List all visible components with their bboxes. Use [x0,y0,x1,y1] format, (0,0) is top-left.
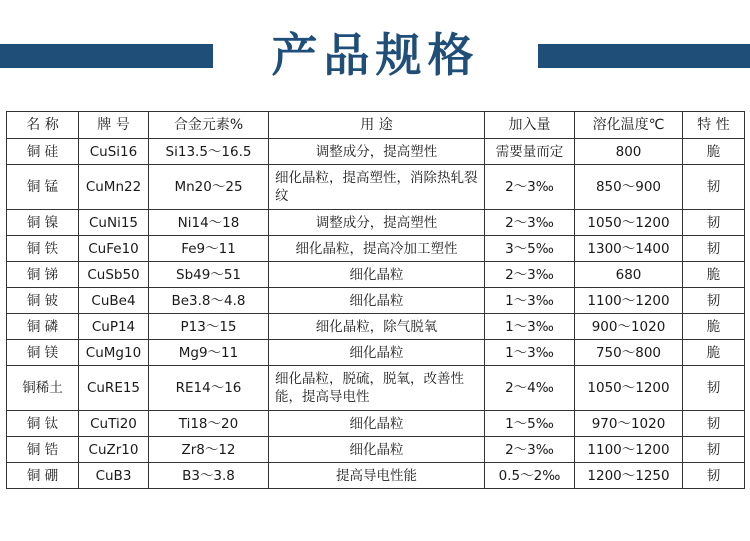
header-bar-left [0,44,213,68]
table-row [7,139,745,165]
cell-elements: Si13.5～16.5 [149,139,269,165]
cell-name: 铜 镍 [7,210,79,236]
cell-property: 脆 [683,314,745,340]
cell-name: 铜 钛 [7,411,79,437]
cell-name: 铜 锰 [7,165,79,210]
cell-name: 铜 硅 [7,139,79,165]
cell-melting-temp: 850～900 [575,165,683,210]
cell-property: 脆 [683,340,745,366]
cell-elements: B3～3.8 [149,463,269,489]
cell-amount: 2～3‰ [485,262,575,288]
cell-amount: 2～4‰ [485,366,575,411]
cell-melting-temp: 1050～1200 [575,366,683,411]
page-title: 产品规格 [271,28,480,82]
cell-amount: 1～3‰ [485,340,575,366]
table-row [7,340,745,366]
cell-melting-temp: 900～1020 [575,314,683,340]
cell-melting-temp: 750～800 [575,340,683,366]
cell-property: 韧 [683,437,745,463]
cell-grade: CuB3 [79,463,149,489]
cell-amount: 1～3‰ [485,288,575,314]
cell-elements: Fe9～11 [149,236,269,262]
column-header: 用 途 [269,112,485,139]
cell-grade: CuSi16 [79,139,149,165]
column-header: 合金元素% [149,112,269,139]
cell-property: 韧 [683,366,745,411]
cell-name: 铜 锆 [7,437,79,463]
table-row [7,314,745,340]
cell-amount: 3～5‰ [485,236,575,262]
cell-grade: CuNi15 [79,210,149,236]
column-header: 牌 号 [79,112,149,139]
cell-name: 铜 磷 [7,314,79,340]
cell-use: 细化晶粒 [269,288,485,314]
cell-melting-temp: 1050～1200 [575,210,683,236]
cell-name: 铜 镁 [7,340,79,366]
cell-melting-temp: 1100～1200 [575,288,683,314]
cell-elements: Be3.8～4.8 [149,288,269,314]
cell-use: 细化晶粒，提高冷加工塑性 [269,236,485,262]
cell-elements: RE14～16 [149,366,269,411]
header-bar-right [538,44,750,68]
table-row [7,236,745,262]
cell-elements: P13～15 [149,314,269,340]
table-row [7,437,745,463]
table-row [7,366,745,411]
cell-elements: Mg9～11 [149,340,269,366]
cell-melting-temp: 680 [575,262,683,288]
cell-grade: CuFe10 [79,236,149,262]
cell-property: 韧 [683,288,745,314]
cell-grade: CuZr10 [79,437,149,463]
cell-property: 韧 [683,165,745,210]
cell-use: 提高导电性能 [269,463,485,489]
cell-grade: CuMg10 [79,340,149,366]
cell-grade: CuBe4 [79,288,149,314]
cell-elements: Ni14～18 [149,210,269,236]
column-header: 溶化温度℃ [575,112,683,139]
cell-amount: 2～3‰ [485,210,575,236]
column-header: 特 性 [683,112,745,139]
page-header [0,0,750,105]
cell-melting-temp: 1100～1200 [575,437,683,463]
cell-use: 细化晶粒 [269,262,485,288]
cell-melting-temp: 1300～1400 [575,236,683,262]
table-row [7,463,745,489]
cell-amount: 0.5～2‰ [485,463,575,489]
cell-name: 铜稀土 [7,366,79,411]
cell-use: 细化晶粒 [269,437,485,463]
cell-elements: Mn20～25 [149,165,269,210]
cell-elements: Ti18～20 [149,411,269,437]
cell-amount: 1～5‰ [485,411,575,437]
cell-grade: CuRE15 [79,366,149,411]
table-row [7,262,745,288]
table-header-row [7,112,745,139]
column-header: 名 称 [7,112,79,139]
cell-property: 韧 [683,236,745,262]
cell-elements: Sb49～51 [149,262,269,288]
cell-property: 韧 [683,411,745,437]
cell-grade: CuTi20 [79,411,149,437]
cell-grade: CuMn22 [79,165,149,210]
cell-name: 铜 铁 [7,236,79,262]
cell-use: 细化晶粒，提高塑性，消除热轧裂纹 [269,165,485,210]
cell-amount: 需要量而定 [485,139,575,165]
cell-use: 细化晶粒，除气脱氧 [269,314,485,340]
cell-use: 调整成分，提高塑性 [269,210,485,236]
spec-table [6,111,745,489]
cell-name: 铜 硼 [7,463,79,489]
cell-amount: 1～3‰ [485,314,575,340]
cell-elements: Zr8～12 [149,437,269,463]
table-row [7,210,745,236]
cell-name: 铜 锑 [7,262,79,288]
cell-grade: CuSb50 [79,262,149,288]
cell-melting-temp: 970～1020 [575,411,683,437]
cell-property: 韧 [683,210,745,236]
column-header: 加入量 [485,112,575,139]
cell-name: 铜 铍 [7,288,79,314]
cell-use: 调整成分，提高塑性 [269,139,485,165]
table-row [7,288,745,314]
cell-use: 细化晶粒，脱硫，脱氧，改善性能，提高导电性 [269,366,485,411]
cell-use: 细化晶粒 [269,411,485,437]
cell-melting-temp: 1200～1250 [575,463,683,489]
cell-property: 脆 [683,139,745,165]
cell-grade: CuP14 [79,314,149,340]
cell-use: 细化晶粒 [269,340,485,366]
table-row [7,411,745,437]
table-row [7,165,745,210]
cell-amount: 2～3‰ [485,437,575,463]
cell-property: 脆 [683,262,745,288]
cell-melting-temp: 800 [575,139,683,165]
cell-amount: 2～3‰ [485,165,575,210]
cell-property: 韧 [683,463,745,489]
